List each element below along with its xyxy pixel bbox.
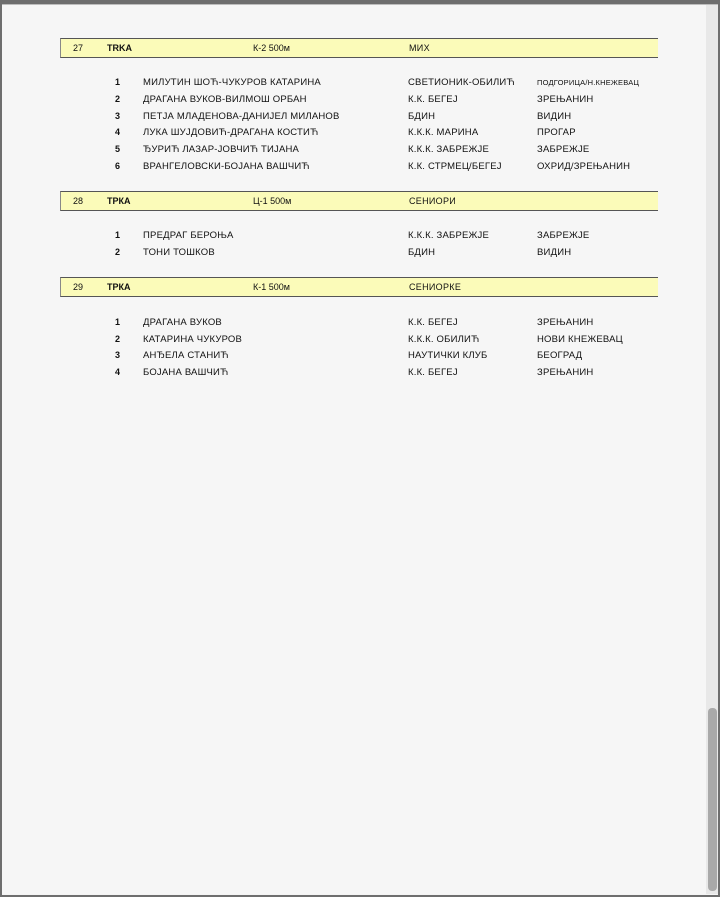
result-athletes: МИЛУТИН ШОЋ-ЧУКУРОВ КАТАРИНА (143, 77, 321, 88)
result-club: К.К.К. ЗАБРЕЖЈЕ (408, 230, 489, 241)
race-number: 29 (73, 282, 84, 292)
result-club: К.К.К. ЗАБРЕЖЈЕ (408, 144, 489, 155)
result-club: К.К. БЕГЕЈ (408, 367, 458, 378)
result-athletes: ДРАГАНА ВУКОВ (143, 317, 222, 328)
result-place: 5 (115, 144, 121, 154)
result-city: НОВИ КНЕЖЕВАЦ (537, 334, 623, 345)
result-athletes: ТОНИ ТОШКОВ (143, 247, 215, 258)
result-city: ЗРЕЊАНИН (537, 367, 594, 378)
result-row (2, 111, 706, 127)
result-city: ПОДГОРИЦА/Н.КНЕЖЕВАЦ (537, 78, 640, 87)
result-place: 1 (115, 317, 121, 327)
race-category: СЕНИОРИ (409, 196, 457, 206)
result-row (2, 367, 706, 383)
result-place: 3 (115, 350, 121, 360)
race-label: ТРКА (107, 282, 131, 292)
result-place: 4 (115, 127, 121, 137)
race-header-29 (60, 277, 658, 297)
vertical-scrollbar[interactable] (706, 5, 718, 894)
result-place: 1 (115, 77, 121, 87)
result-row (2, 317, 706, 333)
race-label: TRKA (107, 43, 132, 53)
result-club: БДИН (408, 247, 436, 258)
result-city: ПРОГАР (537, 127, 576, 138)
result-row (2, 144, 706, 160)
result-place: 4 (115, 367, 121, 377)
race-label: ТРКА (107, 196, 131, 206)
document-viewer (2, 4, 718, 895)
race-number: 28 (73, 196, 84, 206)
result-row (2, 94, 706, 110)
result-city: ЗРЕЊАНИН (537, 94, 594, 105)
result-city: БЕОГРАД (537, 350, 583, 361)
result-athletes: ПЕТЈА МЛАДЕНОВА-ДАНИЈЕЛ МИЛАНОВ (143, 111, 340, 122)
result-athletes: ПРЕДРАГ БЕРОЊА (143, 230, 234, 241)
result-athletes: КАТАРИНА ЧУКУРОВ (143, 334, 243, 345)
race-category: СЕНИОРКЕ (409, 282, 462, 292)
result-club: СВЕТИОНИК-ОБИЛИЋ (408, 77, 515, 88)
race-header-27 (60, 38, 658, 58)
result-athletes: ЂУРИЋ ЛАЗАР-ЈОВЧИЋ ТИЈАНА (143, 144, 300, 155)
result-club: БДИН (408, 111, 436, 122)
result-city: ВИДИН (537, 111, 572, 122)
race-boat-class: К-2 500м (253, 43, 290, 53)
result-city: ОХРИД/ЗРЕЊАНИН (537, 161, 631, 172)
race-number: 27 (73, 43, 84, 53)
result-place: 3 (115, 111, 121, 121)
result-club: К.К.К. МАРИНА (408, 127, 479, 138)
race-header-28 (60, 191, 658, 211)
result-row (2, 77, 706, 93)
result-row (2, 127, 706, 143)
result-athletes: БОЈАНА ВАШЧИЋ (143, 367, 229, 378)
results-page (2, 5, 706, 894)
result-club: К.К. СТРМЕЦ/БЕГЕЈ (408, 161, 502, 172)
result-row (2, 247, 706, 263)
result-city: ЗРЕЊАНИН (537, 317, 594, 328)
result-city: ЗАБРЕЖЈЕ (537, 144, 590, 155)
race-boat-class: К-1 500м (253, 282, 290, 292)
result-club: К.К. БЕГЕЈ (408, 317, 458, 328)
result-club: К.К. БЕГЕЈ (408, 94, 458, 105)
result-place: 2 (115, 247, 121, 257)
result-athletes: ЛУКА ШУЈДОВИЋ-ДРАГАНА КОСТИЋ (143, 127, 319, 138)
race-category: МИХ (409, 43, 430, 53)
result-athletes: АНЂЕЛА СТАНИЋ (143, 350, 229, 361)
scrollbar-thumb[interactable] (708, 708, 717, 891)
race-boat-class: Ц-1 500м (253, 196, 292, 206)
result-place: 2 (115, 94, 121, 104)
result-city: ЗАБРЕЖЈЕ (537, 230, 590, 241)
result-row (2, 161, 706, 177)
result-athletes: ДРАГАНА ВУКОВ-ВИЛМОШ ОРБАН (143, 94, 307, 105)
result-club: К.К.К. ОБИЛИЋ (408, 334, 480, 345)
result-club: НАУТИЧКИ КЛУБ (408, 350, 488, 361)
result-row (2, 230, 706, 246)
result-city: ВИДИН (537, 247, 572, 258)
result-row (2, 334, 706, 350)
result-place: 2 (115, 334, 121, 344)
result-place: 1 (115, 230, 121, 240)
result-athletes: ВРАНГЕЛОВСКИ-БОЈАНА ВАШЧИЋ (143, 161, 310, 172)
result-place: 6 (115, 161, 121, 171)
result-row (2, 350, 706, 366)
